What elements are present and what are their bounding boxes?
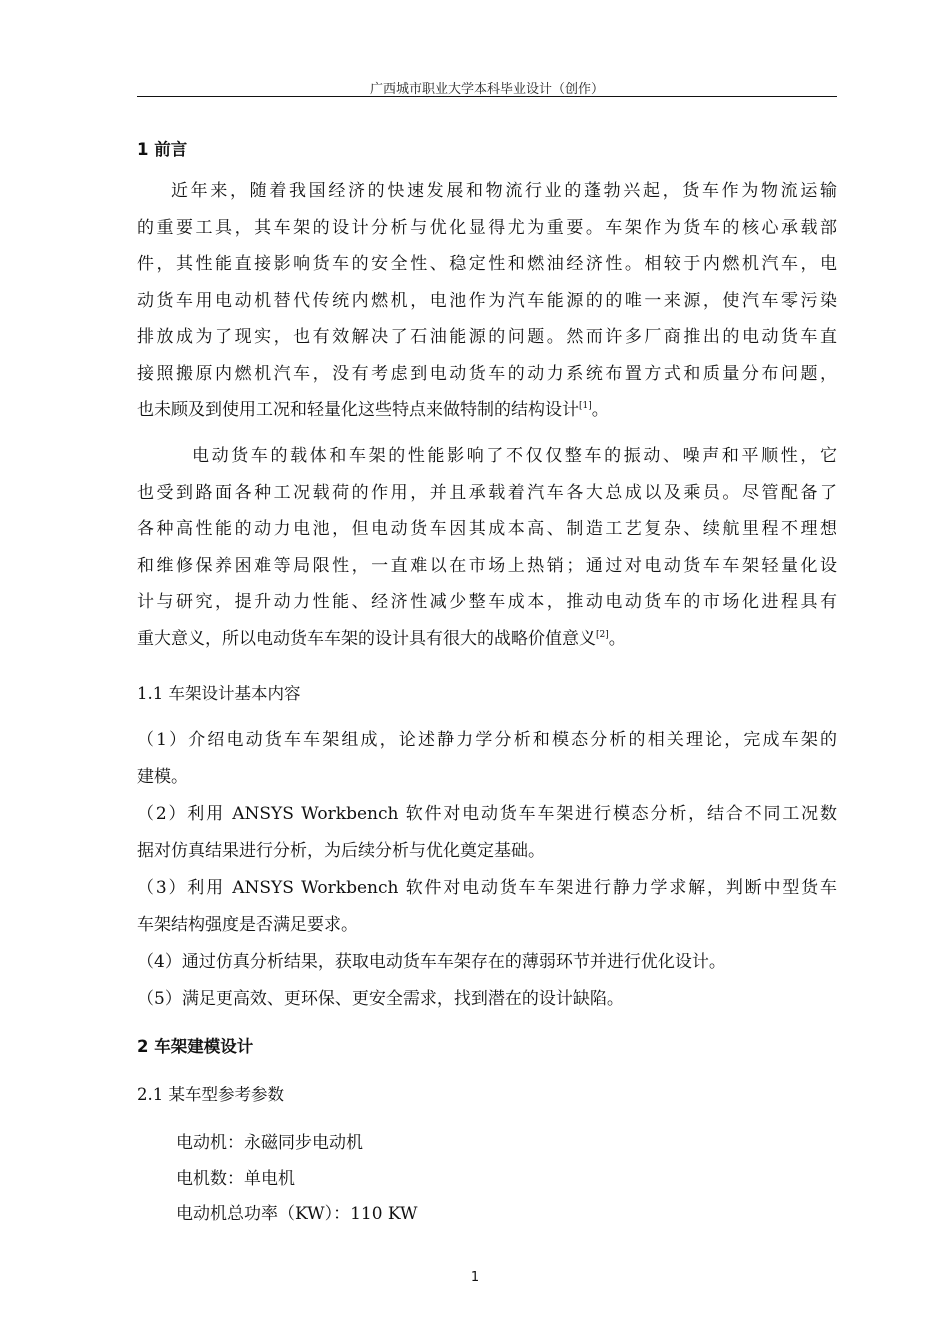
list-item-2 — [137, 796, 837, 869]
param-motor-count: 电机数：单电机 — [176, 1169, 295, 1189]
text-line: 近年来，随着我国经济的快速发展和物流行业的蓬勃兴起，货车作为物流运输 — [171, 181, 837, 201]
punctuation: 。 — [591, 400, 609, 420]
text-line: 件，其性能直接影响货车的安全性、稳定性和燃油经济性。相较于内燃机汽车，电 — [137, 254, 837, 274]
list-item-1 — [137, 722, 837, 795]
text-line: 车架结构强度是否满足要求。 — [137, 914, 358, 935]
text-line-with-citation — [137, 621, 837, 658]
punctuation: 。 — [608, 628, 626, 649]
list-item-5 — [137, 981, 837, 1018]
text-line: 据对仿真结果进行分析，为后续分析与优化奠定基础。 — [137, 840, 545, 861]
param-motor-power: 电动机总功率（KW）：110 KW — [176, 1204, 418, 1224]
text-line: （5）满足更高效、更环保、更安全需求，找到潜在的设计缺陷。 — [137, 989, 624, 1009]
subsection-heading-frame-design: 1.1 车架设计基本内容 — [137, 684, 301, 703]
section-heading-preface: 1 前言 — [137, 140, 188, 159]
text-line: （2）利用 ANSYS Workbench 软件对电动货车车架进行模态分析，结合不同工况数 — [137, 804, 837, 824]
text-line: 动货车用电动机替代传统内燃机，电池作为汽车能源的的唯一来源，使汽车零污染 — [137, 290, 837, 311]
page-header: 广西城市职业大学本科毕业设计（创作） — [369, 82, 604, 97]
text-line: 各种高性能的动力电池，但电动货车因其成本高、制造工艺复杂、续航里程不理想 — [137, 519, 837, 539]
list-item-4 — [137, 944, 837, 981]
header-divider — [137, 96, 837, 97]
paragraph-intro-1 — [137, 173, 837, 429]
text-line: 电动货车的载体和车架的性能影响了不仅仅整车的振动、噪声和平顺性，它 — [192, 446, 837, 466]
text-line: 的重要工具，其车架的设计分析与优化显得尤为重要。车架作为货车的核心承载部 — [137, 217, 837, 238]
citation-ref: [2] — [596, 629, 609, 640]
paragraph-intro-2 — [137, 438, 837, 657]
list-item-3 — [137, 870, 837, 943]
section-heading-frame-modeling: 2 车架建模设计 — [137, 1037, 254, 1056]
text-line: 和维修保养困难等局限性，一直难以在市场上热销；通过对电动货车车架轻量化设 — [137, 555, 837, 576]
text-line-with-citation — [137, 392, 837, 429]
text-line: （3）利用 ANSYS Workbench 软件对电动货车车架进行静力学求解，判断中型货车 — [137, 878, 837, 898]
text-line: 也未顾及到使用工况和轻量化这些特点来做特制的结构设计 — [137, 400, 579, 420]
citation-ref: [1] — [579, 401, 592, 411]
subsection-heading-reference-params: 2.1 某车型参考参数 — [137, 1085, 284, 1104]
page-number: 1 — [470, 1270, 480, 1285]
text-line: 建模。 — [137, 766, 188, 787]
text-line: 也受到路面各种工况载荷的作用，并且承载着汽车各大总成以及乘员。尽管配备了 — [137, 482, 837, 503]
text-line: 排放成为了现实，也有效解决了石油能源的问题。然而许多厂商推出的电动货车直 — [137, 327, 837, 347]
text-line: 计与研究，提升动力性能、经济性减少整车成本，推动电动货车的市场化进程具有 — [137, 592, 837, 612]
text-line: 重大意义，所以电动货车车架的设计具有很大的战略价值意义 — [137, 628, 596, 649]
text-line: 接照搬原内燃机汽车，没有考虑到电动货车的动力系统布置方式和质量分布问题， — [137, 363, 837, 384]
param-motor-type: 电动机：永磁同步电动机 — [176, 1133, 363, 1153]
text-line: （4）通过仿真分析结果，获取电动货车车架存在的薄弱环节并进行优化设计。 — [137, 952, 726, 972]
text-line: （1）介绍电动货车车架组成，论述静力学分析和模态分析的相关理论，完成车架的 — [137, 730, 837, 750]
